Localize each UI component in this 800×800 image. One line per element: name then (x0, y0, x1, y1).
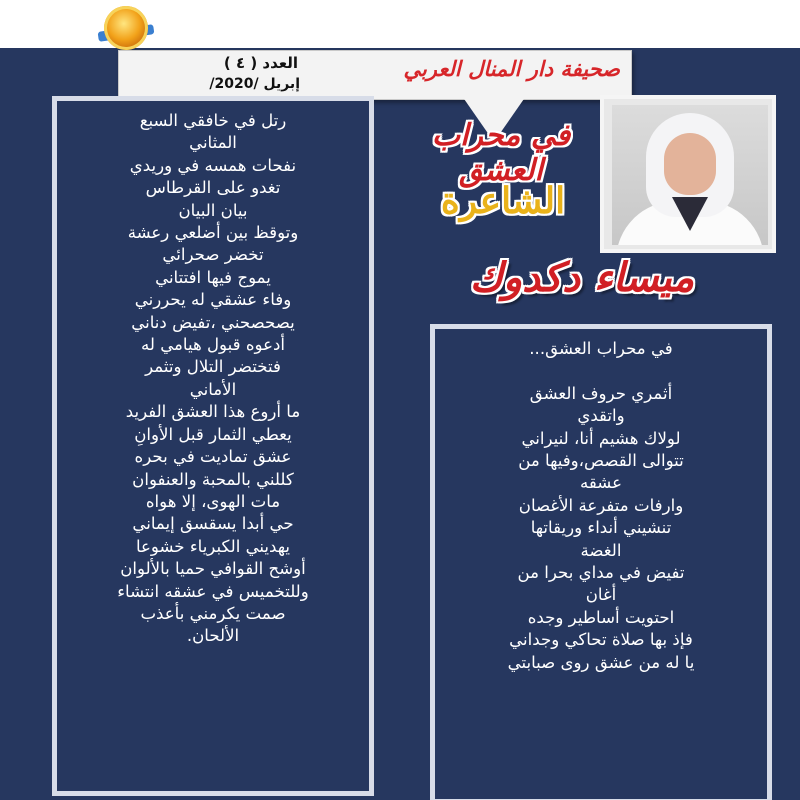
poem-line: المثاني (189, 133, 237, 153)
poem-line: لولاك هشيم أنا، لنيراني (521, 428, 681, 448)
poem-line: صمت يكرمني بأعذب (140, 603, 286, 623)
poem-line: الألحان. (186, 626, 240, 646)
poem-right (440, 338, 762, 674)
poem-left (60, 110, 366, 648)
poem-line: مات الهوى، إلا هواه (145, 491, 281, 511)
poem-line: أدعوه قبول هيامي له (140, 335, 286, 355)
photo-face (664, 133, 716, 195)
poem-line (440, 360, 762, 382)
poem-line: الغضة (580, 540, 622, 560)
poem-line: في محراب العشق... (529, 339, 673, 358)
poem-line: أثمري حروف العشق (529, 383, 673, 403)
poem-line: عشق تماديت في بحره (134, 447, 292, 467)
poem-line: نفحات همسه في وريدي (129, 155, 297, 175)
poem-line: أغان (585, 585, 617, 605)
poem-line: تنشيني أنداء وريقاتها (530, 518, 672, 538)
poem-line: الأماني (189, 379, 237, 399)
poem-line: وتوقظ بين أضلعي رعشة (127, 223, 299, 243)
poet-name: ميساء دكدوك (469, 254, 695, 301)
poem-line: رتل في خافقي السبع (139, 111, 287, 130)
poem-line: وللتخميس في عشقه انتشاء (117, 581, 309, 601)
poem-line: تخضر صحرائي (162, 245, 264, 265)
poet-photo (612, 105, 768, 245)
poem-line: احتويت أساطير وجده (527, 607, 675, 627)
poem-line: يصحصحني ،تفيض دناني (131, 312, 295, 332)
poem-line: وارفات متفرعة الأغصان (518, 495, 684, 515)
poet-label: الشاعرة (440, 180, 566, 222)
poem-line: فإذ بها صلاة تحاكي وجداني (509, 630, 693, 650)
poem-line: يهديني الكبرياء خشوعا (135, 536, 291, 556)
poem-line: ما أروع هذا العشق الفريد (125, 402, 301, 422)
poem-line: بيان البيان (178, 200, 248, 220)
poem-line: حي أبدا يسقسق إيماني (132, 514, 294, 534)
poem-line: يا له من عشق روى صبابتي (507, 652, 695, 672)
poem-line: تفيض في مداي بحرا من (517, 563, 685, 583)
poem-line: يموج فيها افتتاني (155, 267, 271, 287)
poem-line: أوشح القوافي حميا بالألوان (120, 559, 306, 579)
paper-name: صحيفة دار المنال العربي (403, 56, 620, 81)
poem-line: كللني بالمحبة والعنفوان (132, 469, 294, 489)
issue-number: العدد ( ٤ ) (223, 54, 298, 72)
poem-line: وفاء عشقي له يحررني (134, 290, 292, 310)
poem-line: تتوالى القصص،وفيها من (518, 451, 684, 471)
globe-logo-icon (104, 6, 148, 50)
poem-line: عشقه (580, 473, 622, 493)
poem-line: فتختضر التلال وتثمر (145, 357, 281, 377)
poem-line: يعطي الثمار قبل الأوانِ (134, 424, 292, 444)
issue-date: إبريل /2020/ (209, 76, 300, 92)
feature-title: في محراب العشق (431, 118, 571, 188)
poem-line: تغدو على القرطاس (145, 178, 281, 198)
poem-line: واتقدي (577, 406, 625, 426)
